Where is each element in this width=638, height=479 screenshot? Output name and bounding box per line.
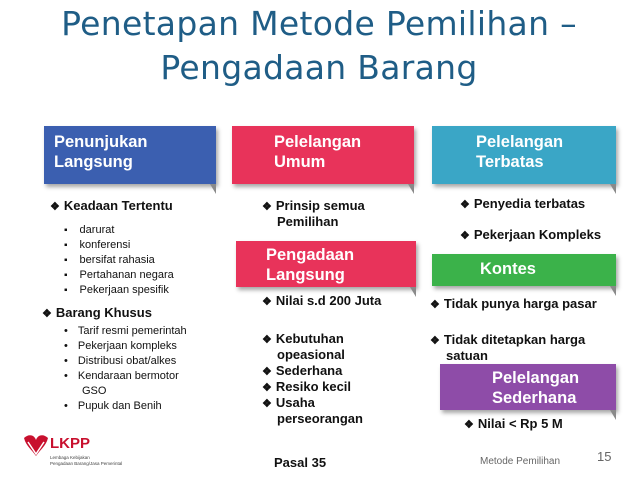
box-tail xyxy=(610,286,616,296)
diamond-bullet-icon: ❖ xyxy=(460,230,470,242)
point-penyedia: ❖ Penyedia terbatas xyxy=(460,196,586,211)
point-sederhana: ❖ Sederhana xyxy=(262,363,343,378)
diamond-bullet-icon: ❖ xyxy=(430,299,440,311)
diamond-bullet-icon: ❖ xyxy=(262,334,272,346)
list-item: • Tarif resmi pemerintah xyxy=(64,324,187,339)
header-line-2: Umum xyxy=(274,153,326,171)
diamond-bullet-icon: ❖ xyxy=(262,398,272,410)
list-item: • Pekerjaan kompleks xyxy=(64,339,187,354)
point-prinsip-line-2: Pemilihan xyxy=(277,214,339,229)
list-item: ▪ darurat xyxy=(64,223,174,238)
lkpp-logo-icon xyxy=(22,432,122,472)
diamond-bullet-icon: ❖ xyxy=(262,201,272,213)
list-item: • Distribusi obat/alkes xyxy=(64,354,187,369)
list-item: ▪ Pertahanan negara xyxy=(64,268,174,283)
point-usaha-line-2: perseorangan xyxy=(277,411,363,426)
page-number: 15 xyxy=(597,449,612,464)
header-line-2: Sederhana xyxy=(492,389,577,407)
title-line-1: Penetapan Metode Pemilihan – xyxy=(61,4,577,43)
point-resiko: ❖ Resiko kecil xyxy=(262,379,352,394)
diamond-bullet-icon: ❖ xyxy=(464,419,474,431)
list-item: • Kendaraan bermotor xyxy=(64,369,187,384)
point-harga-satuan-line-2: satuan xyxy=(446,348,488,363)
diamond-bullet-icon: ❖ xyxy=(262,382,272,394)
point-harga-pasar: ❖ Tidak punya harga pasar xyxy=(430,296,597,311)
box-tail xyxy=(610,410,616,420)
point-kebutuhan: ❖ Kebutuhan xyxy=(262,331,344,346)
diamond-bullet-icon: ❖ xyxy=(430,335,440,347)
header-line-2: Langsung xyxy=(266,266,345,284)
point-kebutuhan-line-2: opeasional xyxy=(277,347,345,362)
list-item: ▪ konferensi xyxy=(64,238,174,253)
header-line-1: Pelelangan xyxy=(476,133,564,151)
diamond-bullet-icon: ❖ xyxy=(50,201,60,213)
box-tail xyxy=(210,184,216,194)
point-prinsip: ❖ Prinsip semua xyxy=(262,198,365,213)
header-pengadaan-langsung xyxy=(236,241,416,287)
point-kompleks: ❖ Pekerjaan Kompleks xyxy=(460,227,602,242)
title-line-2: Pengadaan Barang xyxy=(160,48,478,87)
diamond-bullet-icon: ❖ xyxy=(262,296,272,308)
list-item: ▪ bersifat rahasia xyxy=(64,253,174,268)
header-line-1: Pelelangan xyxy=(492,369,580,387)
list-item: ▪ Pekerjaan spesifik xyxy=(64,283,174,298)
header-line-2: Terbatas xyxy=(476,153,544,171)
point-nilai-5m: ❖ Nilai < Rp 5 M xyxy=(464,416,563,431)
svg-text:Lembaga Kebijakan: Lembaga Kebijakan xyxy=(50,455,90,460)
header-line-1: Penunjukan xyxy=(54,133,148,151)
header-line-1: Pengadaan xyxy=(266,246,355,264)
page-title xyxy=(0,2,638,90)
point-harga-satuan: ❖ Tidak ditetapkan harga xyxy=(430,332,586,347)
list-keadaan-tertentu xyxy=(64,223,174,298)
header-kontes xyxy=(432,254,616,286)
header-line-1: Pelelangan xyxy=(274,133,362,151)
lkpp-logo xyxy=(22,432,122,477)
header-penunjukan-langsung xyxy=(44,126,216,184)
header-pelelangan-terbatas xyxy=(432,126,616,184)
point-nilai-200: ❖ Nilai s.d 200 Juta xyxy=(262,293,382,308)
box-tail xyxy=(610,184,616,194)
diamond-bullet-icon: ❖ xyxy=(262,366,272,378)
point-usaha: ❖ Usaha xyxy=(262,395,315,410)
header-kontes-label: Kontes xyxy=(480,260,536,278)
header-line-2: Langsung xyxy=(54,153,133,171)
box-tail xyxy=(410,287,416,297)
header-pelelangan-umum xyxy=(232,126,414,184)
footer-section: Metode Pemilihan xyxy=(480,456,561,467)
diamond-bullet-icon: ❖ xyxy=(460,199,470,211)
list-item-continued: GSO xyxy=(82,385,107,397)
list-barang-khusus xyxy=(64,324,187,414)
diamond-bullet-icon: ❖ xyxy=(42,308,52,320)
group-barang-khusus: ❖ Barang Khusus xyxy=(42,305,152,320)
svg-text:LKPP: LKPP xyxy=(50,435,91,452)
list-item: • Pupuk dan Benih xyxy=(64,399,187,414)
svg-text:Pengadaan Barang/Jasa Pemerint: Pengadaan Barang/Jasa Pemerintah xyxy=(50,461,122,466)
pasal-reference: Pasal 35 xyxy=(274,455,327,470)
header-pelelangan-sederhana xyxy=(440,364,616,410)
box-tail xyxy=(408,184,414,194)
group-keadaan-tertentu: ❖ Keadaan Tertentu xyxy=(50,198,173,213)
